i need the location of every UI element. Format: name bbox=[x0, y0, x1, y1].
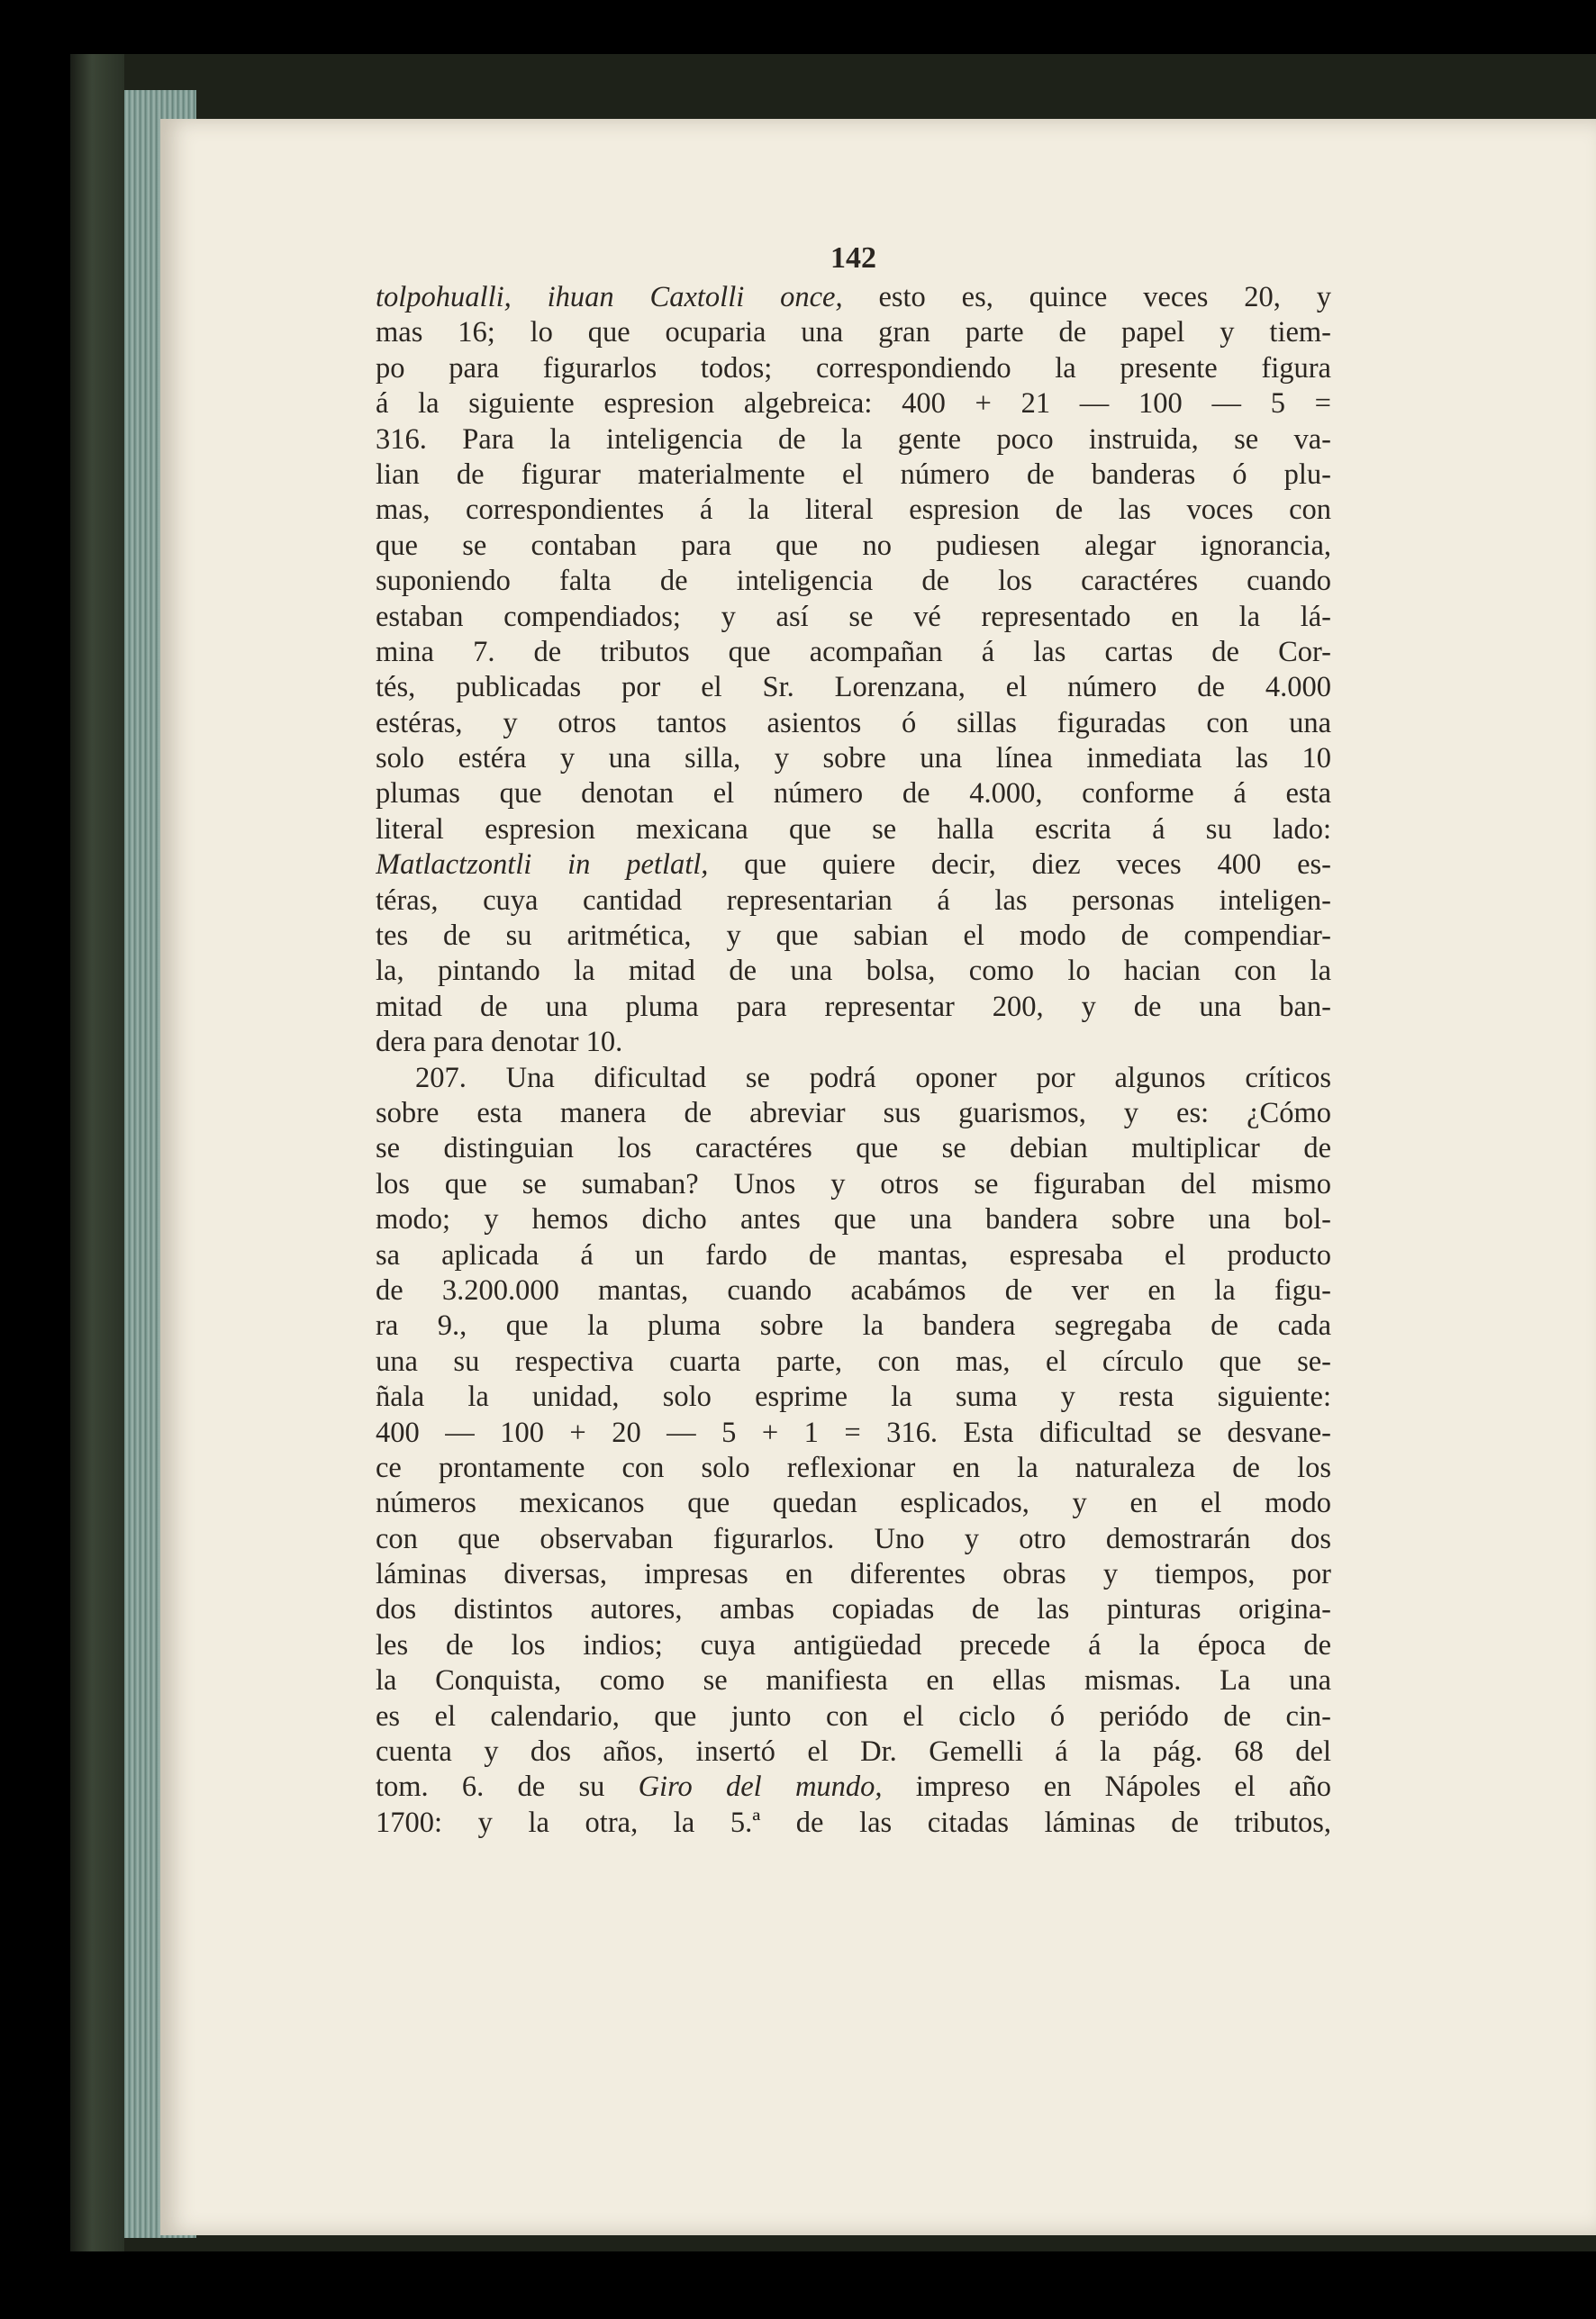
text-line bbox=[376, 1592, 1331, 1627]
text-line bbox=[376, 1238, 1331, 1273]
text-line bbox=[376, 812, 1331, 847]
line-text: la, pintando la mitad de una bolsa, como lo hacian con la bbox=[376, 955, 1331, 988]
text-line bbox=[376, 1202, 1331, 1237]
line-text: suponiendo falta de inteligencia de los caractéres cuando bbox=[376, 565, 1331, 598]
text-line bbox=[376, 1096, 1331, 1131]
text-line bbox=[376, 422, 1331, 457]
line-text: ñala la unidad, solo esprime la suma y resta siguiente: bbox=[376, 1381, 1331, 1414]
line-text: impreso en Nápoles el año bbox=[882, 1771, 1331, 1804]
text-line bbox=[376, 776, 1331, 811]
text-line bbox=[376, 529, 1331, 564]
text-line bbox=[376, 847, 1331, 883]
text-line bbox=[376, 1273, 1331, 1309]
text-line bbox=[376, 1522, 1331, 1557]
text-line bbox=[376, 1416, 1331, 1451]
text-line bbox=[376, 493, 1331, 528]
line-text: lian de figurar materialmente el número de banderas ó plu- bbox=[376, 457, 1331, 491]
line-text: les de los indios; cuya antigüedad precede á la época de bbox=[376, 1628, 1331, 1662]
line-text: sa aplicada á un fardo de mantas, espresaba el producto bbox=[376, 1238, 1331, 1272]
text-line bbox=[376, 1131, 1331, 1166]
line-text: dos distintos autores, ambas copiadas de las pinturas origina- bbox=[376, 1593, 1331, 1626]
line-text: los que se sumaban? Unos y otros se figuraban del mismo bbox=[376, 1167, 1331, 1200]
line-text: á la siguiente espresion algebreica: 400 + 21 — 100 — 5 = bbox=[376, 387, 1331, 421]
text-line bbox=[376, 1345, 1331, 1380]
line-text: la Conquista, como se manifiesta en ellas mismas. La una bbox=[376, 1664, 1331, 1698]
line-text: que quiere decir, diez veces 400 es- bbox=[708, 848, 1331, 882]
page-text bbox=[376, 239, 1331, 1841]
line-text: láminas diversas, impresas en diferentes obras y tiempos, por bbox=[376, 1558, 1331, 1591]
line-text: 207. Una dificultad se podrá oponer por algunos críticos bbox=[415, 1061, 1331, 1094]
text-line bbox=[376, 1699, 1331, 1735]
text-line bbox=[376, 315, 1331, 350]
page-number: 142 bbox=[830, 241, 876, 275]
text-line bbox=[376, 1806, 1331, 1841]
italic-text: tolpohualli, ihuan Caxtolli once, bbox=[376, 281, 843, 313]
text-line bbox=[376, 1167, 1331, 1202]
line-text: 400 — 100 + 20 — 5 + 1 = 316. Esta dificultad se desvane- bbox=[376, 1416, 1331, 1449]
text-line bbox=[376, 1628, 1331, 1663]
line-text: dera para denotar 10. bbox=[376, 1026, 623, 1059]
line-text: téras, cuya cantidad representarian á las personas inteligen- bbox=[376, 883, 1331, 917]
line-text: que se contaban para que no pudiesen alegar ignorancia, bbox=[376, 529, 1331, 562]
text-line bbox=[376, 564, 1331, 599]
line-text: esto es, quince veces 20, y bbox=[842, 281, 1331, 313]
line-text: mina 7. de tributos que acompañan á las cartas de Cor- bbox=[376, 635, 1331, 668]
line-text: tom. 6. de su bbox=[376, 1771, 639, 1804]
line-text: mas, correspondientes á la literal espresion de las voces con bbox=[376, 494, 1331, 527]
text-line bbox=[376, 600, 1331, 635]
italic-text: Matlactzontli in petlatl, bbox=[376, 848, 709, 882]
text-line bbox=[376, 1557, 1331, 1592]
line-text: tes de su aritmética, y que sabian el modo de compendiar- bbox=[376, 919, 1331, 953]
text-line bbox=[376, 280, 1331, 315]
text-line bbox=[376, 883, 1331, 919]
line-text: se distinguian los caractéres que se debian multiplicar de bbox=[376, 1132, 1331, 1165]
line-text: mas 16; lo que ocuparia una gran parte de papel y tiem- bbox=[376, 316, 1331, 349]
line-text: ce prontamente con solo reflexionar en la naturaleza de los bbox=[376, 1451, 1331, 1484]
text-line bbox=[376, 1451, 1331, 1486]
text-line bbox=[376, 1770, 1331, 1805]
line-text: ra 9., que la pluma sobre la bandera segregaba de cada bbox=[376, 1309, 1331, 1343]
text-line bbox=[376, 954, 1331, 989]
line-text: sobre esta manera de abreviar sus guarismos, y es: ¿Cómo bbox=[376, 1096, 1331, 1129]
text-line bbox=[376, 351, 1331, 386]
line-text: plumas que denotan el número de 4.000, conforme á esta bbox=[376, 777, 1331, 811]
line-text: estaban compendiados; y así se vé representado en la lá- bbox=[376, 600, 1331, 633]
text-lines bbox=[376, 280, 1331, 1841]
line-text: es el calendario, que junto con el ciclo ó periódo de cin- bbox=[376, 1699, 1331, 1733]
text-line bbox=[376, 706, 1331, 741]
line-text: literal espresion mexicana que se halla escrita á su lado: bbox=[376, 812, 1331, 846]
line-text: 316. Para la inteligencia de la gente poco instruida, se va- bbox=[376, 422, 1331, 456]
book-spine bbox=[70, 54, 124, 2251]
line-text: solo estéra y una silla, y sobre una línea inmediata las 10 bbox=[376, 742, 1331, 775]
line-text: mitad de una pluma para representar 200, y de una ban- bbox=[376, 990, 1331, 1023]
line-text: con que observaban figurarlos. Uno y otro demostrarán dos bbox=[376, 1522, 1331, 1555]
text-line bbox=[376, 670, 1331, 705]
italic-text: Giro del mundo, bbox=[638, 1771, 883, 1804]
text-line bbox=[376, 741, 1331, 776]
text-line bbox=[376, 1380, 1331, 1415]
line-text: tés, publicadas por el Sr. Lorenzana, el número de 4.000 bbox=[376, 671, 1331, 704]
text-line bbox=[376, 457, 1331, 493]
text-line bbox=[376, 1735, 1331, 1770]
text-line bbox=[376, 1061, 1331, 1096]
line-text: modo; y hemos dicho antes que una bandera sobre una bol- bbox=[376, 1203, 1331, 1236]
text-line bbox=[376, 1309, 1331, 1344]
text-line bbox=[376, 1486, 1331, 1521]
text-line bbox=[376, 919, 1331, 954]
line-text: cuenta y dos años, insertó el Dr. Gemelli á la pág. 68 del bbox=[376, 1735, 1331, 1769]
text-line bbox=[376, 635, 1331, 670]
text-line bbox=[376, 1025, 1331, 1060]
text-line bbox=[376, 990, 1331, 1025]
line-text: de 3.200.000 mantas, cuando acabámos de ver en la figu- bbox=[376, 1273, 1331, 1307]
line-text: 1700: y la otra, la 5.ª de las citadas láminas de tributos, bbox=[376, 1806, 1331, 1839]
line-text: números mexicanos que quedan esplicados, y en el modo bbox=[376, 1487, 1331, 1520]
line-text: estéras, y otros tantos asientos ó sillas figuradas con una bbox=[376, 706, 1331, 739]
text-line bbox=[376, 386, 1331, 421]
line-text: una su respectiva cuarta parte, con mas, el círculo que se- bbox=[376, 1345, 1331, 1378]
text-line bbox=[376, 1663, 1331, 1698]
line-text: po para figurarlos todos; correspondiendo la presente figura bbox=[376, 351, 1331, 385]
